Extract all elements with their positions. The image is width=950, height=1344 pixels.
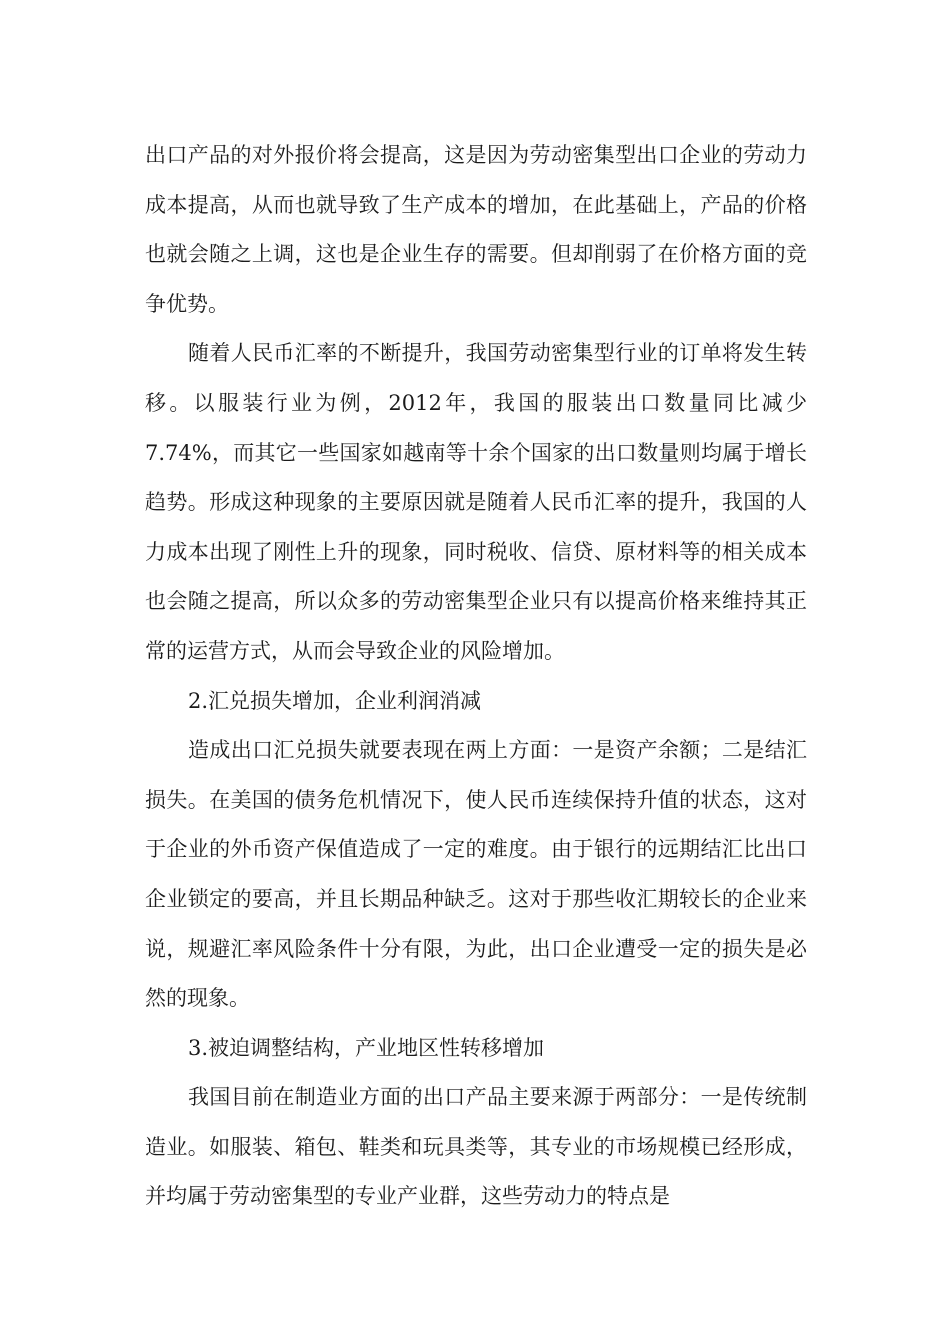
section-heading-3: 3.被迫调整结构，产业地区性转移增加	[188, 1035, 545, 1060]
paragraph-1: 出口产品的对外报价将会提高，这是因为劳动密集型出口企业的劳动力成本提高，从而也就导致了生产成本的增加，在此基础上，产品的价格也就会随之上调，这也是企业生存的需要。但却削弱了在价格方面的竞争优势。	[145, 143, 807, 316]
paragraph-2: 随着人民币汇率的不断提升，我国劳动密集型行业的订单将发生转移。以服装行业为例，2012年，我国的服装出口数量同比减少7.74%，而其它一些国家如越南等十余个国家的出口数量则均属于增长趋势。形成这种现象的主要原因就是随着人民币汇率的提升，我国的人力成本出现了刚性上升的现象，同时税收、信贷、原材料等的相关成本也会随之提高，所以众多的劳动密集型企业只有以提高价格来维持其正常的运营方式，从而会导致企业的风险增加。	[145, 341, 807, 663]
document-body	[145, 131, 807, 1222]
paragraph-3: 造成出口汇兑损失就要表现在两上方面：一是资产余额；二是结汇损失。在美国的债务危机情况下，使人民币连续保持升值的状态，这对于企业的外币资产保值造成了一定的难度。由于银行的远期结汇比出口企业锁定的要高，并且长期品种缺乏。这对于那些收汇期较长的企业来说，规避汇率风险条件十分有限，为此，出口企业遭受一定的损失是必然的现象。	[145, 738, 807, 1011]
paragraph-4: 我国目前在制造业方面的出口产品主要来源于两部分：一是传统制造业。如服装、箱包、鞋类和玩具类等，其专业的市场规模已经形成，并均属于劳动密集型的专业产业群，这些劳动力的特点是	[145, 1085, 807, 1209]
section-heading-2: 2.汇兑损失增加，企业利润消减	[188, 688, 482, 713]
